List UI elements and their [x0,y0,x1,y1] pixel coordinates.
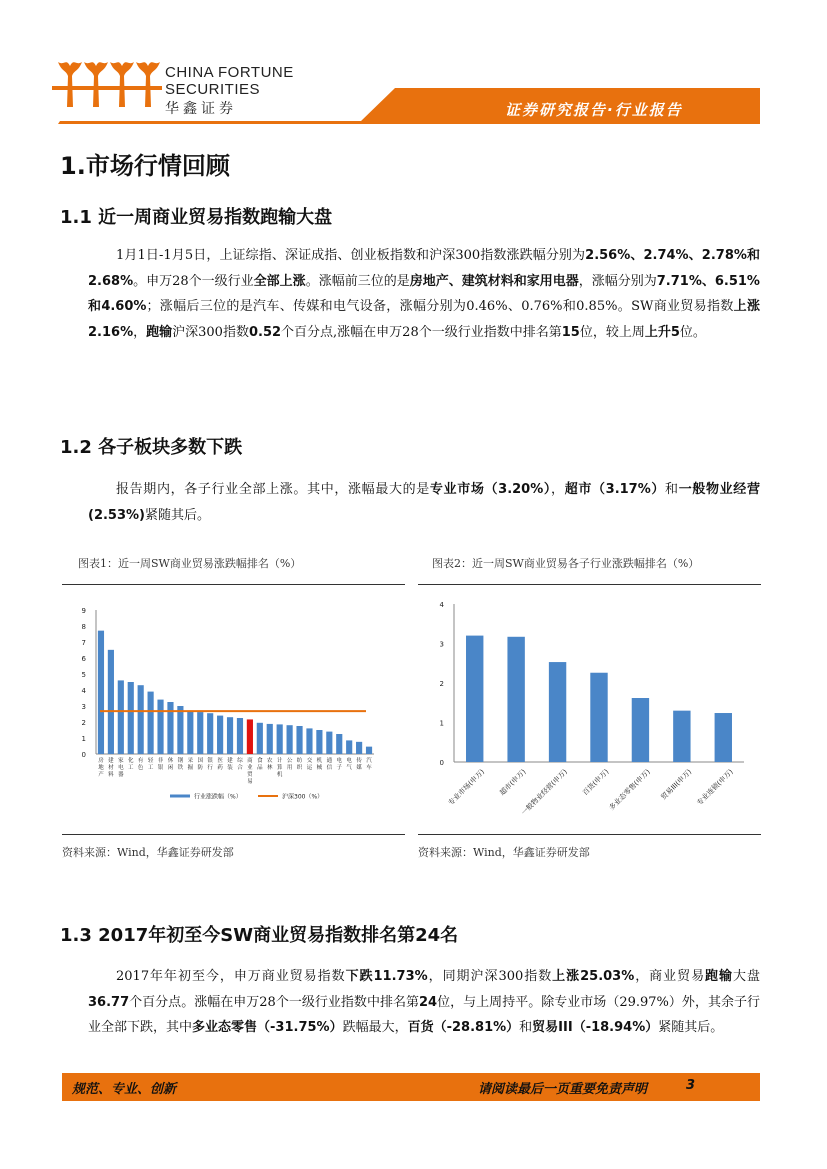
chart1-y-tick: 2 [81,719,86,727]
subsection-1-1-title: 1.1 近一周商业贸易指数跑输大盘 [60,207,333,228]
chart1-x-tick: 气 [346,765,352,771]
chart1-x-tick: 汽 [366,758,372,764]
chart2-x-tick: 专业连锁(申万) [695,767,735,807]
chart1-bar [177,706,183,754]
chart1-x-tick: 纺 [296,758,303,764]
chart1-y-tick: 3 [81,703,86,711]
chart1-y-tick: 0 [81,751,86,759]
chart1-bar [217,716,223,754]
chart1-bar [138,685,144,754]
chart1-bar [227,717,233,754]
chart1-x-tick: 掘 [187,765,194,771]
chart1-x-tick: 铁 [177,765,184,771]
brand-name-en-line1: CHINA FORTUNE [165,64,294,81]
chart1-x-tick: 建 [227,758,233,764]
figure-2-bottom-rule [418,834,761,835]
chart1-x-tick: 房 [98,758,104,764]
paragraph-1-2: 报告期内，各子行业全部上涨。其中，涨幅最大的是专业市场（3.20%），超市（3.17%）和一般物业经营(2.53%)紧随其后。 [88,482,760,523]
chart1-x-tick: 采 [187,758,194,764]
chart2-y-tick: 4 [439,601,444,609]
chart1-x-tick: 综 [237,758,243,764]
chart1-y-tick: 1 [81,735,86,743]
chart2-x-tick: 百货(申万) [581,767,611,798]
chart1-bar [316,730,322,754]
chart1-bar [296,726,302,754]
chart1-x-tick: 通 [326,758,333,764]
chart1-x-tick: 器 [118,772,124,778]
chart1-bar [108,650,114,754]
chart2-x-tick: 多业态零售(申万) [607,767,652,812]
chart2-x-tick: 专业市场(申万) [446,767,487,807]
chart1-bar [356,742,362,754]
figure-2-source: 资料来源：Wind，华鑫证券研发部 [418,846,590,859]
chart1-x-tick: 钢 [177,758,184,764]
chart1-bar [247,719,253,754]
figure-2-rule [418,584,761,585]
chart1-x-tick: 电 [336,758,343,764]
chart1-legend-line-label: 沪深300（%） [282,793,324,801]
chart2-y-tick: 3 [439,640,444,649]
figure-1-caption: 图表1：近一周SW商业贸易涨跌幅排名（%） [78,557,302,570]
chart1-x-tick: 医 [217,758,223,764]
chart1-legend-bar-label: 行业涨跌幅（%） [194,793,242,801]
chart1-x-tick: 轻 [147,758,154,764]
figure-1-source: 资料来源：Wind，华鑫证券研发部 [62,846,234,859]
chart1-x-tick: 闲 [167,765,174,771]
chart1-x-tick: 易 [247,779,253,785]
chart1-x-tick: 装 [227,765,233,771]
chart1-x-tick: 农 [266,758,273,764]
chart1-x-tick: 织 [296,765,303,771]
chart1-x-tick: 传 [356,758,362,764]
chart2-bar [632,698,649,762]
header [0,0,827,130]
chart1-x-tick: 工 [147,765,154,771]
chart2-y-tick: 1 [439,719,444,728]
chart1-bar [197,712,203,754]
chart1-x-tick: 电 [346,758,352,764]
chart2-bar [466,636,483,762]
chart1-x-tick: 防 [197,765,204,771]
chart1-x-tick: 材 [108,765,114,771]
figure-1-rule [62,584,405,585]
chart1-x-tick: 地 [98,765,104,771]
paragraph-1-3: 2017年年初至今，申万商业贸易指数下跌11.73%，同期沪深300指数上涨25.03%，商业贸易跑输大盘36.77个百分点。涨幅在申万28个一级行业指数中排名第24位，与上周持平。除专业市场（29.97%）外，其余子行业全部下跌，其中多业态零售（-31.75%）跌幅最大，百货（-28.81%）和贸易III（-18.94%）紧随其后。 [88,969,760,1035]
chart1-x-tick: 用 [286,765,293,771]
chart1-x-tick: 交 [306,758,313,764]
chart1-x-tick: 电 [118,765,124,771]
chart2-y-tick: 0 [439,759,444,767]
chart1-bar [306,728,312,754]
chart1-x-tick: 银 [157,765,164,771]
chart1-x-tick: 料 [108,772,114,778]
chart1-x-tick: 贸 [247,772,253,778]
chart1-bar [277,724,283,754]
chart2-bar [590,673,607,762]
chart2-x-tick: 超市(申万) [498,767,528,798]
chart1-x-tick: 车 [366,765,372,771]
chart2-bar [507,637,524,762]
footer-disclaimer-note: 请阅读最后一页重要免责声明 [478,1082,648,1097]
chart2-y-tick: 2 [439,680,444,688]
chart1-x-tick: 林 [266,765,273,771]
chart1-x-tick: 工 [127,765,134,771]
chart1-x-tick: 建 [108,758,114,764]
chart1-y-tick: 7 [81,639,86,647]
chart1-x-tick: 非 [157,758,164,764]
brand-name-cn: 华鑫证券 [165,101,237,117]
chart2-x-tick: 一般物业经营(申万) [519,767,569,817]
page-number: 3 [686,1078,696,1093]
chart1-x-tick: 械 [316,765,323,771]
chart1-x-tick: 机 [316,758,323,764]
chart1-x-tick: 国 [197,758,204,764]
figure-2-caption: 图表2：近一周SW商业贸易各子行业涨跌幅排名（%） [432,557,700,570]
chart1-x-tick: 化 [127,758,134,764]
chart2-bar [549,662,566,762]
chart1-x-tick: 商 [247,758,253,764]
chart2-bar [715,713,732,762]
chart1-y-tick: 9 [81,607,86,615]
chart1-bar [128,682,134,754]
chart1-x-tick: 药 [217,765,223,771]
chart1-bar [366,747,372,754]
chart1-bar [346,740,352,754]
chart1-bar [157,700,163,754]
chart1-x-tick: 业 [247,765,253,771]
chart1-x-tick: 媒 [356,765,362,771]
chart1-x-tick: 银 [207,758,213,764]
chart1-bar [148,692,154,754]
chart-subindustry-ranking [418,586,761,832]
chart1-y-tick: 8 [81,623,86,631]
chart1-x-tick: 家 [118,758,124,764]
chart1-x-tick: 食 [257,758,263,764]
chart1-x-tick: 机 [276,772,283,778]
subsection-1-3-title: 1.3 2017年初至今SW商业贸易指数排名第24名 [60,925,459,946]
figure-1-bottom-rule [62,834,405,835]
chart1-bar [287,725,293,754]
report-type-label: 证券研究报告·行业报告 [505,101,683,119]
chart1-x-tick: 运 [306,765,313,771]
chart1-bar [207,713,213,754]
chart1-x-tick: 子 [336,765,343,771]
chart1-bar [267,724,273,754]
chart1-y-tick: 6 [81,655,86,663]
section-title: 1.市场行情回顾 [60,152,230,180]
chart1-x-tick: 品 [257,765,263,771]
subsection-1-2-title: 1.2 各子板块多数下跌 [60,437,243,458]
chart1-bar [257,723,263,754]
header-banner-shape [0,88,827,128]
chart2-bar [673,711,690,762]
chart1-bar [187,711,193,754]
chart1-x-tick: 产 [98,772,104,778]
chart1-x-tick: 合 [237,765,243,771]
chart1-bar [336,734,342,754]
chart1-x-tick: 有 [137,758,144,764]
chart1-x-tick: 色 [137,765,144,771]
chart1-x-tick: 行 [207,765,213,771]
chart1-x-tick: 公 [286,758,293,764]
chart1-x-tick: 计 [276,758,283,764]
chart1-bar [118,680,124,754]
chart1-x-tick: 算 [276,765,283,771]
chart1-bar [98,631,104,754]
chart1-bar [167,702,173,754]
chart1-y-tick: 5 [81,671,86,679]
chart2-x-tick: 贸易III(申万) [659,767,694,802]
chart1-x-tick: 休 [167,758,174,764]
brand-name-en-line2: SECURITIES [165,81,261,98]
chart1-bar [237,718,243,754]
footer-slogan: 规范、专业、创新 [72,1082,177,1097]
chart-industry-ranking [62,586,405,832]
chart1-bar [326,732,332,754]
chart1-y-tick: 4 [81,687,86,695]
paragraph-1-1: 1月1日-1月5日，上证综指、深证成指、创业板指数和沪深300指数涨跌幅分别为2.56%、2.74%、2.78%和2.68%。申万28个一级行业全部上涨。涨幅前三位的是房地产、建筑材料和家用电器，涨幅分别为7.71%、6.51%和4.60%；涨幅后三位的是汽车、传媒和电气设备，涨幅分别为0.46%、0.76%和0.85%。SW商业贸易指数上涨2.16%，跑输沪深300指数0.52个百分点,涨幅在申万28个一级行业指数中排名第15位，较上周上升5位。 [88,248,761,340]
chart1-x-tick: 信 [326,765,333,771]
